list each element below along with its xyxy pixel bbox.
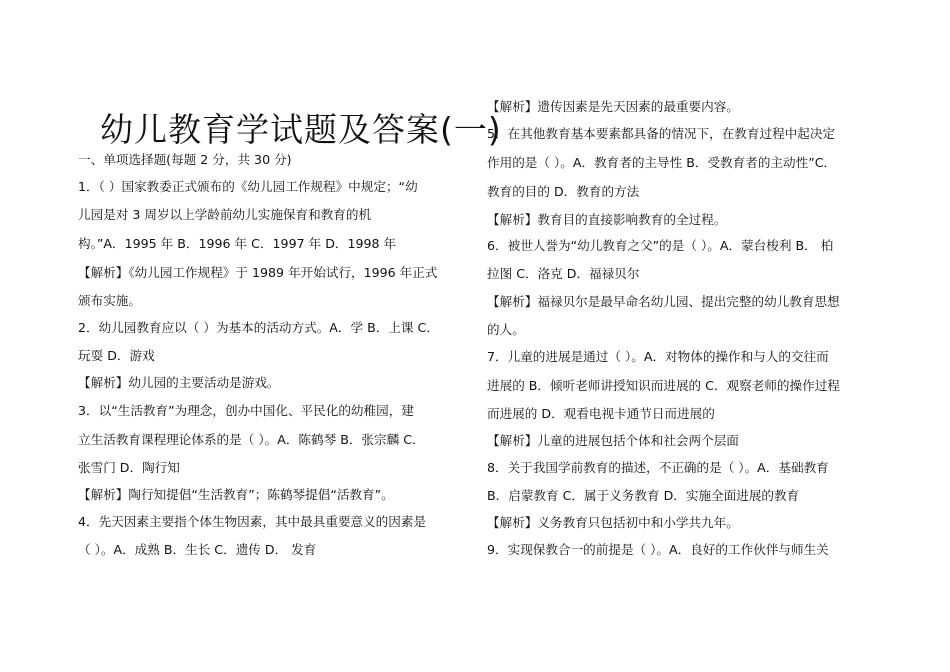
text-line: 立生活教育课程理论体系的是（ ）。A．陈鹤琴 B．张宗麟 C． xyxy=(78,432,425,447)
section-heading: 一、单项选择题(每题 2 分，共 30 分) xyxy=(78,152,292,167)
text-line: 教育的目的 D．教育的方法 xyxy=(487,184,640,199)
text-line: B．启蒙教育 C．属于义务教育 D．实施全面进展的教育 xyxy=(487,488,800,503)
text-line: 9．实现保教合一的前提是（ ）。A．良好的工作伙伴与师生关 xyxy=(487,542,829,557)
text-line: （ ）。A．成熟 B．生长 C．遗传 D． 发育 xyxy=(78,542,317,557)
text-line: 拉图 C．洛克 D．福禄贝尔 xyxy=(487,266,640,281)
text-line: 儿园是对 3 周岁以上学龄前幼儿实施保育和教育的机 xyxy=(78,207,372,222)
document-title: 幼儿教育学试题及答案(一) xyxy=(100,110,502,149)
explanation-line: 【解析】幼儿园的主要活动是游戏。 xyxy=(78,375,280,390)
text-line: 4．先天因素主要指个体生物因素，其中最具重要意义的因素是 xyxy=(78,514,427,529)
text-line: 5．在其他教育基本要素都具备的情况下，在教育过程中起决定 xyxy=(487,126,836,141)
text-line: 7．儿童的进展是通过（ ）。A．对物体的操作和与人的交往而 xyxy=(487,349,829,364)
text-line: 张雪门 D．陶行知 xyxy=(78,460,180,475)
text-line: 3．以“生活教育”为理念，创办中国化、平民化的幼稚园，建 xyxy=(78,403,414,418)
explanation-line: 【解析】福禄贝尔是最早命名幼儿园、提出完整的幼儿教育思想 xyxy=(487,294,840,309)
explanation-line: 【解析】遗传因素是先天因素的最重要内容。 xyxy=(487,99,739,114)
explanation-line: 【解析】《幼儿园工作规程》于 1989 年开始试行，1996 年正式 xyxy=(78,265,438,280)
explanation-line: 【解析】儿童的进展包括个体和社会两个层面 xyxy=(487,433,739,448)
text-line: 6．被世人誉为“幼儿教育之父”的是（ ）。A．蒙台梭利 B． 柏 xyxy=(487,238,834,253)
explanation-line: 【解析】陶行知提倡“生活教育”；陈鹤琴提倡“活教育”。 xyxy=(78,487,394,502)
text-line: 2．幼儿园教育应以（ ）为基本的活动方式。A．学 B．上课 C． xyxy=(78,320,439,335)
explanation-line: 【解析】教育目的直接影响教育的全过程。 xyxy=(487,212,727,227)
text-line: 进展的 B．倾听老师讲授知识而进展的 C．观察老师的操作过程 xyxy=(487,378,840,393)
text-line: 玩耍 D．游戏 xyxy=(78,348,155,363)
text-line: 而进展的 D．观看电视卡通节日而进展的 xyxy=(487,406,715,421)
text-line: 1．（ ）国家教委正式颁布的《幼儿园工作规程》中规定；“幼 xyxy=(78,179,418,194)
text-line: 8．关于我国学前教育的描述，不正确的是（ ）。A．基础教育 xyxy=(487,460,829,475)
text-line: 颁布实施。 xyxy=(78,293,141,308)
text-line: 的人。 xyxy=(487,322,525,337)
text-line: 作用的是（ ）。A．教育者的主导性 B．受教育者的主动性”C． xyxy=(487,155,837,170)
explanation-line: 【解析】义务教育只包括初中和小学共九年。 xyxy=(487,515,739,530)
text-line: 构。”A．1995 年 B．1996 年 C．1997 年 D．1998 年 xyxy=(78,236,397,251)
